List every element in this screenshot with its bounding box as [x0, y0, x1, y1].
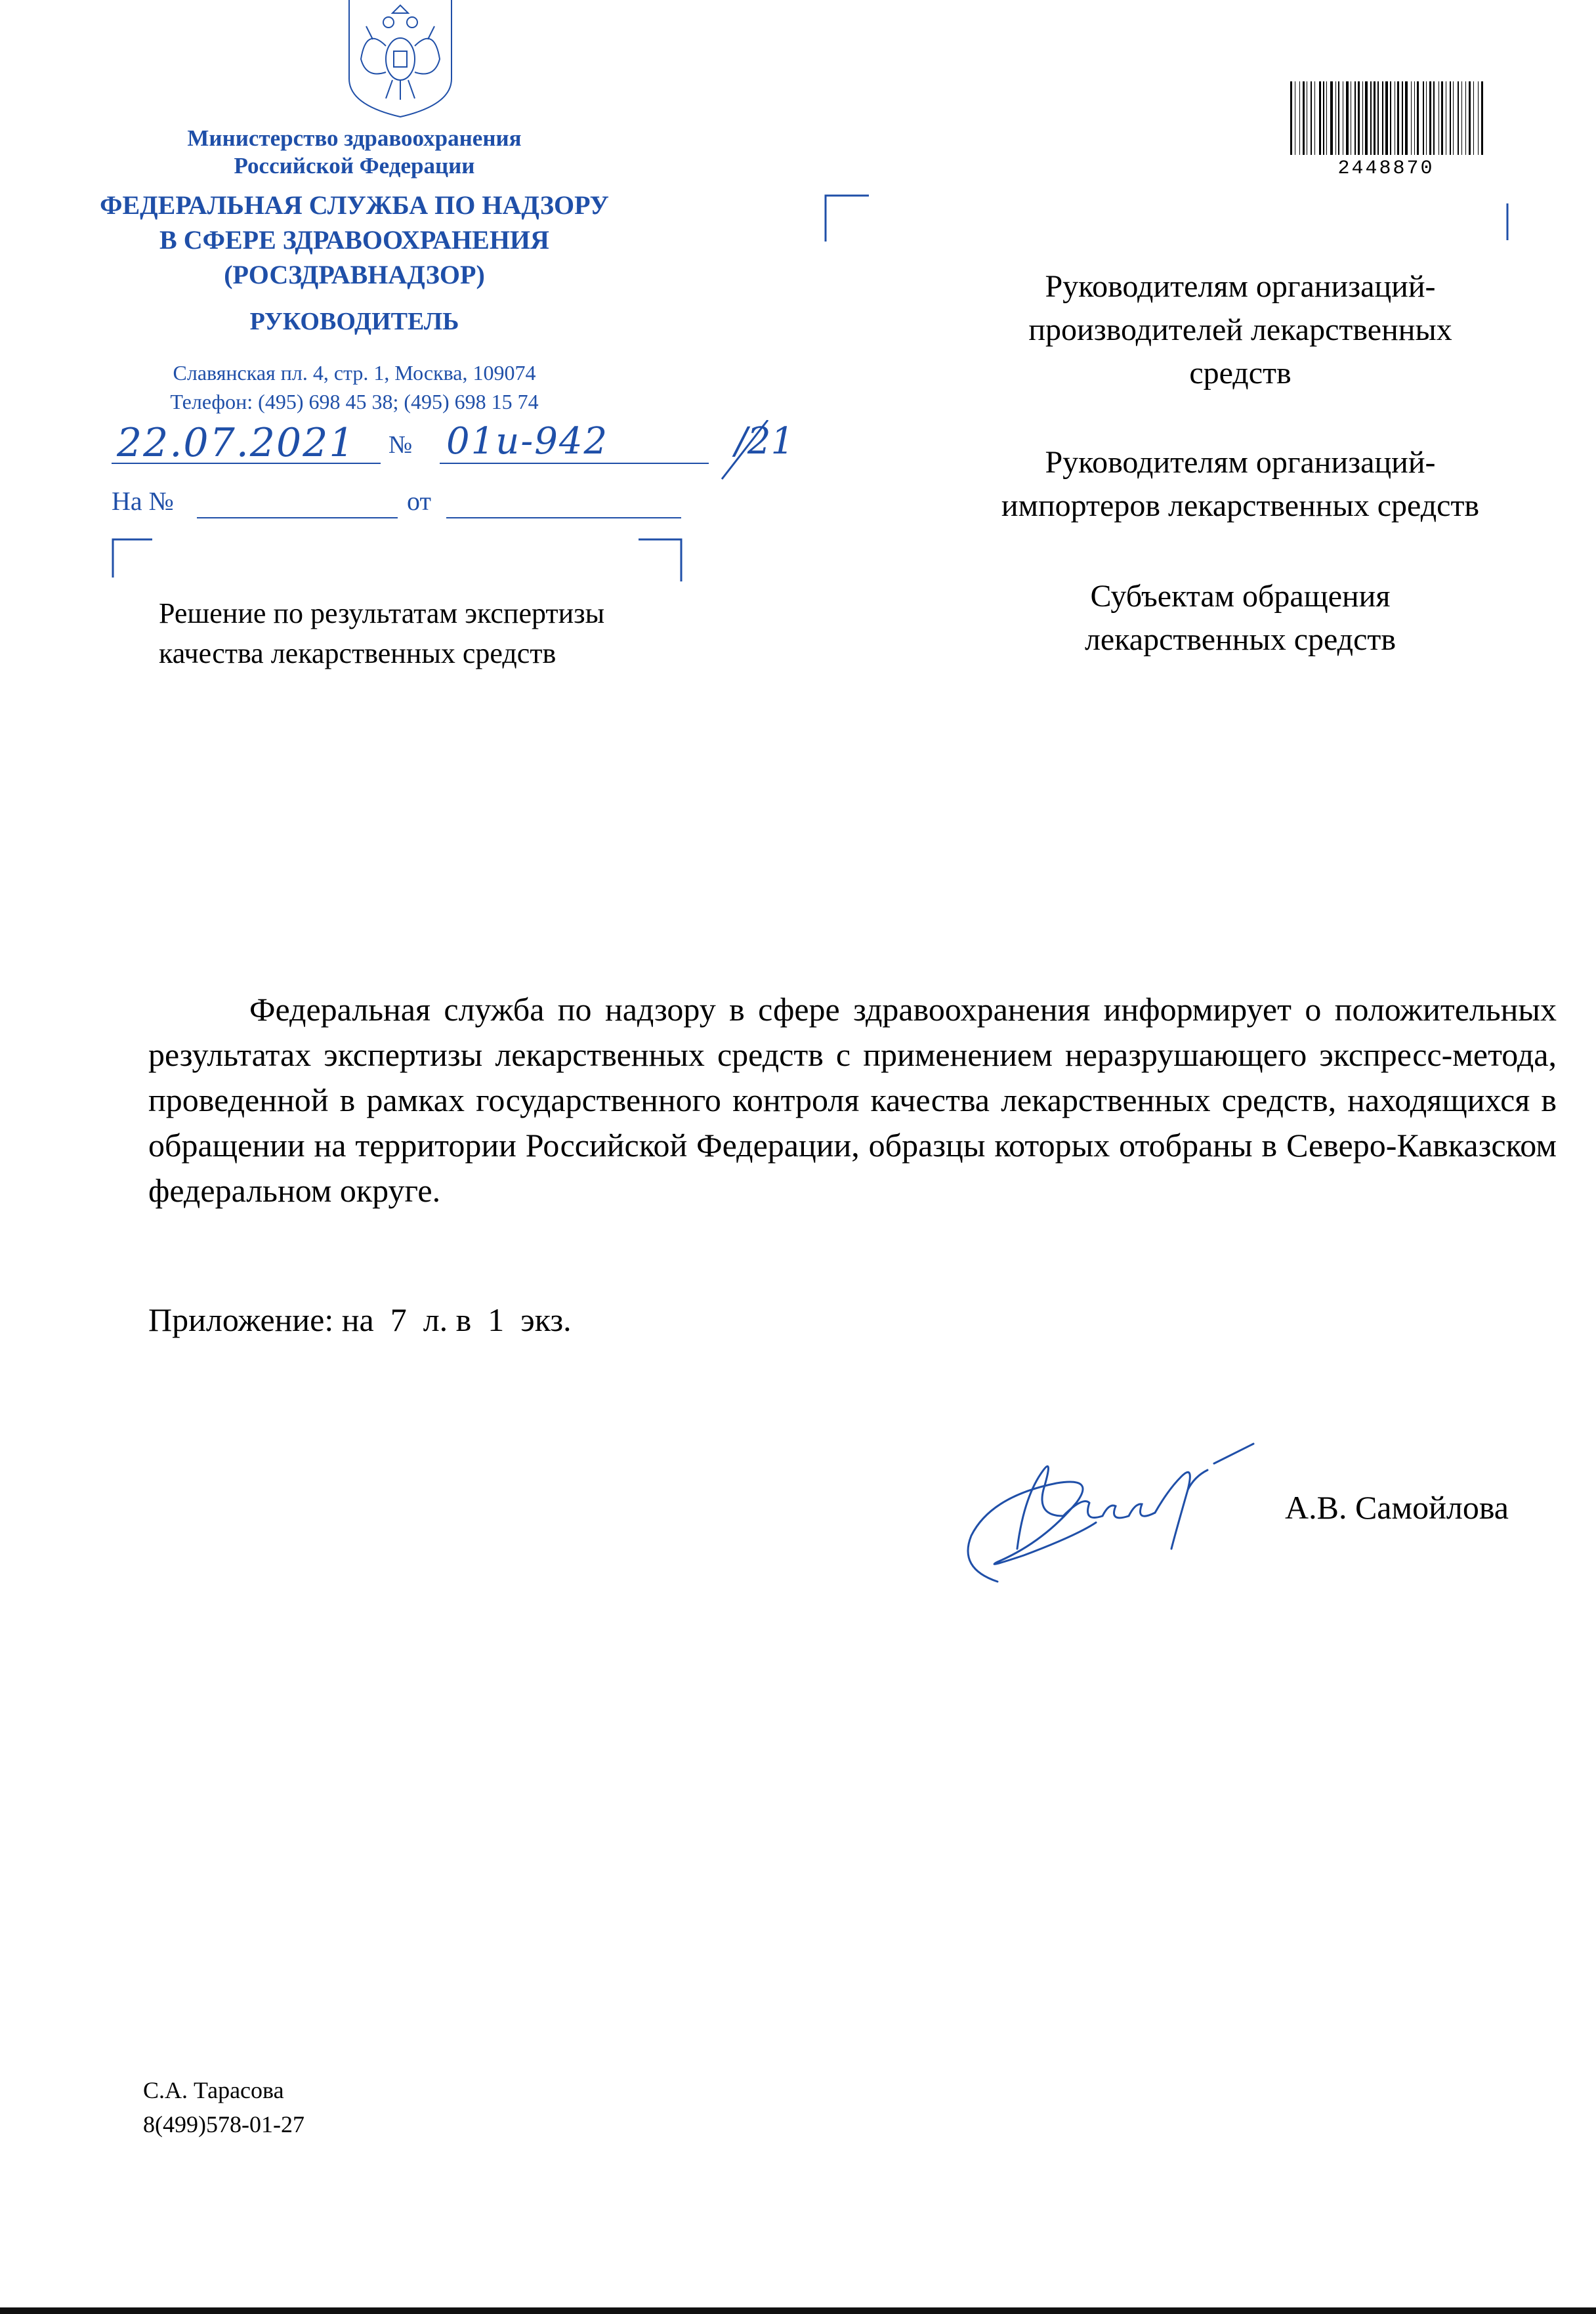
addressee-line: Руководителям организаций-	[1045, 269, 1436, 304]
barcode-bar	[1461, 81, 1462, 155]
subject-line-1: Решение по результатам экспертизы	[159, 597, 605, 629]
scan-edge	[0, 2307, 1596, 2314]
head-title: РУКОВОДИТЕЛЬ	[249, 308, 459, 335]
barcode-bar	[1385, 81, 1388, 155]
executor-phone: 8(499)578-01-27	[143, 2111, 304, 2137]
barcode-bar	[1311, 81, 1312, 155]
barcode-bar	[1374, 81, 1376, 155]
barcode-bar	[1478, 81, 1479, 155]
barcode-bar	[1423, 81, 1424, 155]
barcode-bar	[1465, 81, 1466, 155]
body-paragraph: Федеральная служба по надзору в сфере здравоохранения информирует о положительных результатах экспертизы лекарственных средств с применением неразрушающего экспресс-метода, проведенной в рамках государственного контроля качества лекарственных средств, находящихся в обращении на территории Российской Федерации, образцы которых отобраны в Северо-Кавказском федеральном округе.	[148, 991, 1557, 1209]
service-line-2: В СФЕРЕ ЗДРАВООХРАНЕНИЯ	[159, 225, 549, 255]
barcode-bar	[1299, 81, 1300, 155]
barcode-bar	[1314, 81, 1315, 155]
attachment-note: Приложение: на 7 л. в 1 экз.	[148, 1301, 572, 1338]
service-line-3: (РОСЗДРАВНАДЗОР)	[224, 260, 485, 289]
barcode-bar	[1303, 81, 1305, 155]
barcode-bar	[1358, 81, 1360, 155]
barcode-bar	[1382, 81, 1383, 155]
barcode-bar	[1429, 81, 1431, 155]
barcode-bar	[1473, 81, 1474, 155]
barcode-bar	[1354, 81, 1356, 155]
executor-name: С.А. Тарасова	[143, 2077, 284, 2103]
barcode-bar	[1414, 81, 1415, 155]
signer-name: А.В. Самойлова	[1285, 1489, 1509, 1526]
barcode-bar	[1481, 81, 1483, 155]
barcode-bar	[1433, 81, 1435, 155]
addressee-line: импортеров лекарственных средств	[1001, 488, 1480, 523]
barcode-bar	[1426, 81, 1427, 155]
barcode-bar	[1365, 81, 1368, 155]
barcode-bar	[1290, 81, 1292, 155]
barcode-bar	[1411, 81, 1412, 155]
barcode-bar	[1326, 81, 1327, 155]
address-block	[98, 358, 610, 416]
barcode-bar	[1377, 81, 1379, 155]
subject-line-2: качества лекарственных средств	[159, 637, 556, 669]
number-sign: №	[388, 431, 413, 459]
address-corner-right	[1504, 203, 1511, 243]
subject-brackets	[112, 538, 702, 591]
registration-number: 01и-942	[446, 420, 609, 463]
addressee-block	[919, 441, 1562, 528]
barcode-bar	[1458, 81, 1459, 155]
barcode-bar	[1362, 81, 1363, 155]
address-line: Славянская пл. 4, стр. 1, Москва, 109074	[173, 361, 536, 385]
barcode-icon	[1288, 81, 1484, 160]
barcode-bar	[1397, 81, 1399, 155]
address-corner-left	[823, 192, 875, 244]
russian-coat-of-arms-icon	[346, 0, 454, 118]
barcode-bar	[1405, 81, 1408, 155]
addressee-line: лекарственных средств	[1084, 622, 1396, 657]
registration-date: 22.07.2021	[117, 420, 356, 466]
barcode-bar	[1319, 81, 1321, 155]
reference-date-line	[446, 517, 681, 518]
phone-line: Телефон: (495) 698 45 38; (495) 698 15 74	[170, 390, 539, 413]
barcode-bar	[1438, 81, 1439, 155]
barcode-bar	[1417, 81, 1419, 155]
reference-number-label: На №	[112, 486, 174, 516]
reference-date-label: от	[407, 486, 431, 516]
service-line-1: ФЕДЕРАЛЬНАЯ СЛУЖБА ПО НАДЗОРУ	[100, 190, 609, 220]
ministry-line-2: Российской Федерации	[234, 153, 475, 179]
barcode-number: 2448870	[1337, 158, 1435, 180]
ministry-line-1: Министерство здравоохранения	[187, 125, 522, 151]
barcode-bar	[1450, 81, 1451, 155]
barcode-bar	[1346, 81, 1349, 155]
letter-subject	[159, 593, 749, 673]
registration-number-suffix: /21	[735, 420, 795, 463]
addressee-line: Субъектам обращения	[1090, 579, 1391, 614]
barcode-bar	[1338, 81, 1339, 155]
barcode-bar	[1335, 81, 1336, 155]
addressee-line: средств	[1189, 356, 1292, 390]
barcode-bar	[1441, 81, 1443, 155]
barcode-bar	[1323, 81, 1324, 155]
barcode-bar	[1330, 81, 1333, 155]
barcode-bar	[1370, 81, 1372, 155]
reference-number-line	[197, 517, 398, 518]
barcode-bar	[1469, 81, 1471, 155]
addressee-line: Руководителям организаций-	[1045, 445, 1436, 480]
addressee-line: производителей лекарственных	[1028, 312, 1452, 347]
service-name	[98, 188, 610, 292]
addressee-block	[919, 575, 1562, 662]
barcode-bar	[1453, 81, 1454, 155]
barcode-bar	[1390, 81, 1391, 155]
ministry-name	[112, 125, 597, 180]
handwritten-signature-icon	[945, 1391, 1286, 1588]
barcode-bar	[1402, 81, 1403, 155]
addressee-block	[919, 265, 1562, 395]
